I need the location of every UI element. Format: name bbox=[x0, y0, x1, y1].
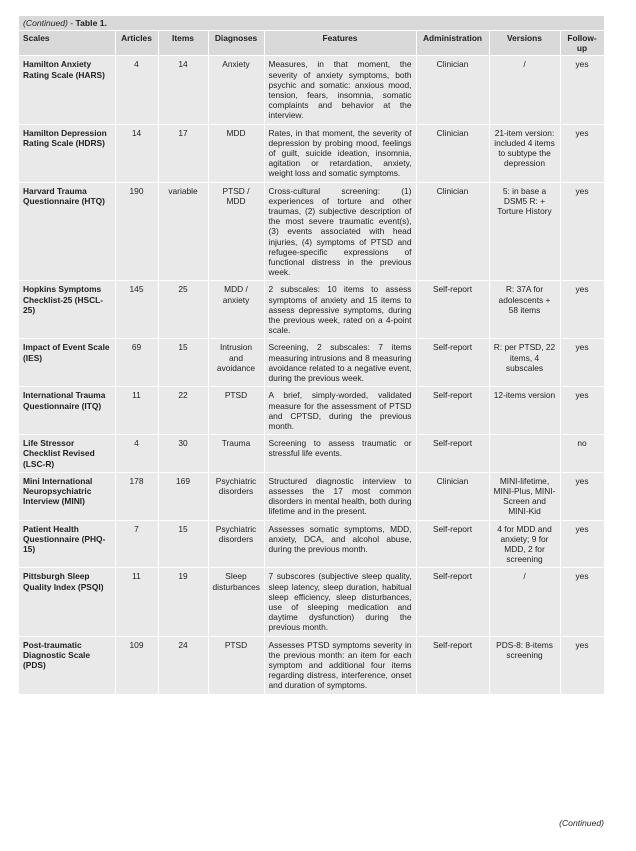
cell-diagnoses: PTSD / MDD bbox=[208, 182, 264, 281]
cell-diagnoses: Intrusion and avoidance bbox=[208, 339, 264, 387]
cell-items: 14 bbox=[158, 56, 208, 124]
caption-continued: (Continued) bbox=[23, 18, 68, 28]
table-row bbox=[19, 387, 604, 435]
cell-followup: yes bbox=[560, 124, 604, 182]
cell-administration: Clinician bbox=[416, 472, 489, 520]
cell-administration: Clinician bbox=[416, 182, 489, 281]
cell-administration: Clinician bbox=[416, 124, 489, 182]
cell-items: 19 bbox=[158, 568, 208, 636]
cell-administration: Self-report bbox=[416, 387, 489, 435]
cell-diagnoses: PTSD bbox=[208, 387, 264, 435]
cell-versions: 21-item version: included 4 items to subtype the depression bbox=[489, 124, 560, 182]
table-row bbox=[19, 124, 604, 182]
cell-features: 7 subscores (subjective sleep quality, sleep latency, sleep duration, habitual sleep efficiency, sleep disturbances, use of sleeping medication and daytime dysfunction) during the previous month. bbox=[264, 568, 416, 636]
cell-articles: 11 bbox=[115, 387, 158, 435]
table-row bbox=[19, 435, 604, 473]
cell-followup: yes bbox=[560, 281, 604, 339]
cell-diagnoses: Anxiety bbox=[208, 56, 264, 124]
cell-followup: yes bbox=[560, 387, 604, 435]
cell-versions: 12-items version bbox=[489, 387, 560, 435]
cell-features: Assesses somatic symptoms, MDD, anxiety, DCA, and alcohol abuse, during the previous month. bbox=[264, 520, 416, 568]
cell-scale: Harvard Trauma Questionnaire (HTQ) bbox=[19, 182, 115, 281]
cell-versions: 4 for MDD and anxiety; 9 for MDD, 2 for screening bbox=[489, 520, 560, 568]
cell-diagnoses: Sleep disturbances bbox=[208, 568, 264, 636]
cell-features: Rates, in that moment, the severity of depression by probing mood, feelings of guilt, suicide ideation, insomnia, agitation or retardation, anxiety, weight loss and somatic symptoms. bbox=[264, 124, 416, 182]
cell-articles: 11 bbox=[115, 568, 158, 636]
page-footer-continued: (Continued) bbox=[559, 818, 604, 828]
cell-articles: 69 bbox=[115, 339, 158, 387]
header-administration: Administration bbox=[416, 31, 489, 56]
cell-followup: yes bbox=[560, 472, 604, 520]
cell-diagnoses: Trauma bbox=[208, 435, 264, 473]
cell-features: Measures, in that moment, the severity of anxiety symptoms, both psychic and somatic: anxious mood, tension, fears, insomnia, somatic complaints and behavior at the interview. bbox=[264, 56, 416, 124]
cell-followup: yes bbox=[560, 568, 604, 636]
table-row bbox=[19, 568, 604, 636]
cell-items: 24 bbox=[158, 636, 208, 694]
cell-scale: Life Stressor Checklist Revised (LSC-R) bbox=[19, 435, 115, 473]
cell-features: Structured diagnostic interview to assesses the 17 most common disorders in mental health, both during lifetime and in the present. bbox=[264, 472, 416, 520]
cell-administration: Self-report bbox=[416, 281, 489, 339]
cell-items: 25 bbox=[158, 281, 208, 339]
table-row bbox=[19, 281, 604, 339]
header-diagnoses: Diagnoses bbox=[208, 31, 264, 56]
cell-features: A brief, simply-worded, validated measure for the assessment of PTSD and CPTSD, during the previous month. bbox=[264, 387, 416, 435]
cell-articles: 4 bbox=[115, 435, 158, 473]
cell-articles: 145 bbox=[115, 281, 158, 339]
cell-versions: 5: in base a DSM5 R: + Torture History bbox=[489, 182, 560, 281]
cell-scale: Pittsburgh Sleep Quality Index (PSQI) bbox=[19, 568, 115, 636]
cell-diagnoses: Psychiatric disorders bbox=[208, 472, 264, 520]
cell-articles: 14 bbox=[115, 124, 158, 182]
cell-features: Screening, 2 subscales: 7 items measuring intrusions and 8 measuring avoidance related to a negative event, during the previous week. bbox=[264, 339, 416, 387]
caption-label: Table 1. bbox=[75, 18, 107, 28]
cell-followup: yes bbox=[560, 520, 604, 568]
cell-items: 15 bbox=[158, 520, 208, 568]
cell-scale: International Trauma Questionnaire (ITQ) bbox=[19, 387, 115, 435]
cell-articles: 178 bbox=[115, 472, 158, 520]
cell-scale: Hamilton Depression Rating Scale (HDRS) bbox=[19, 124, 115, 182]
cell-scale: Mini International Neuropsychiatric Interview (MINI) bbox=[19, 472, 115, 520]
cell-diagnoses: Psychiatric disorders bbox=[208, 520, 264, 568]
cell-followup: yes bbox=[560, 339, 604, 387]
cell-articles: 190 bbox=[115, 182, 158, 281]
cell-scale: Post-traumatic Diagnostic Scale (PDS) bbox=[19, 636, 115, 694]
cell-followup: yes bbox=[560, 636, 604, 694]
cell-scale: Impact of Event Scale (IES) bbox=[19, 339, 115, 387]
cell-diagnoses: MDD / anxiety bbox=[208, 281, 264, 339]
cell-administration: Self-report bbox=[416, 339, 489, 387]
cell-scale: Patient Health Questionnaire (PHQ-15) bbox=[19, 520, 115, 568]
cell-features: Screening to assess traumatic or stressful life events. bbox=[264, 435, 416, 473]
cell-followup: yes bbox=[560, 56, 604, 124]
cell-items: 22 bbox=[158, 387, 208, 435]
cell-administration: Self-report bbox=[416, 568, 489, 636]
cell-articles: 109 bbox=[115, 636, 158, 694]
cell-versions: / bbox=[489, 568, 560, 636]
table-container bbox=[19, 16, 604, 695]
table-row bbox=[19, 520, 604, 568]
table-row bbox=[19, 56, 604, 124]
cell-diagnoses: PTSD bbox=[208, 636, 264, 694]
table-row bbox=[19, 472, 604, 520]
table-row bbox=[19, 636, 604, 694]
cell-versions: R: per PTSD, 22 items, 4 subscales bbox=[489, 339, 560, 387]
cell-scale: Hamilton Anxiety Rating Scale (HARS) bbox=[19, 56, 115, 124]
header-features: Features bbox=[264, 31, 416, 56]
cell-items: variable bbox=[158, 182, 208, 281]
header-versions: Versions bbox=[489, 31, 560, 56]
cell-diagnoses: MDD bbox=[208, 124, 264, 182]
cell-administration: Clinician bbox=[416, 56, 489, 124]
scales-table bbox=[19, 31, 605, 695]
header-scales: Scales bbox=[19, 31, 115, 56]
caption-dash: - bbox=[67, 18, 76, 28]
cell-items: 169 bbox=[158, 472, 208, 520]
cell-versions: MINI-lifetime, MINI-Plus, MINI-Screen and MINI-Kid bbox=[489, 472, 560, 520]
cell-features: Cross-cultural screening: (1) experiences of torture and other traumas, (2) subjective description of the most severe traumatic event(s), (3) events associated with head injuries, (4) symptoms of PTSD and refugee-specific expressions of functional distress in the previous week. bbox=[264, 182, 416, 281]
cell-versions bbox=[489, 435, 560, 473]
header-items: Items bbox=[158, 31, 208, 56]
table-row bbox=[19, 339, 604, 387]
cell-versions: PDS-8: 8-items screening bbox=[489, 636, 560, 694]
cell-features: 2 subscales: 10 items to assess symptoms of anxiety and 15 items to assess depressive symptoms, during the previous week, rated on a 4-point scale. bbox=[264, 281, 416, 339]
cell-items: 30 bbox=[158, 435, 208, 473]
table-row bbox=[19, 182, 604, 281]
cell-administration: Self-report bbox=[416, 636, 489, 694]
cell-articles: 7 bbox=[115, 520, 158, 568]
header-followup: Follow-up bbox=[560, 31, 604, 56]
cell-versions: R: 37A for adolescents + 58 items bbox=[489, 281, 560, 339]
cell-items: 17 bbox=[158, 124, 208, 182]
cell-administration: Self-report bbox=[416, 435, 489, 473]
header-articles: Articles bbox=[115, 31, 158, 56]
cell-versions: / bbox=[489, 56, 560, 124]
cell-followup: yes bbox=[560, 182, 604, 281]
cell-scale: Hopkins Symptoms Checklist-25 (HSCL-25) bbox=[19, 281, 115, 339]
header-row bbox=[19, 31, 604, 56]
cell-articles: 4 bbox=[115, 56, 158, 124]
cell-administration: Self-report bbox=[416, 520, 489, 568]
cell-features: Assesses PTSD symptoms severity in the previous month: an item for each symptom and additional four items regarding distress, interference, onset and duration of symptoms. bbox=[264, 636, 416, 694]
cell-items: 15 bbox=[158, 339, 208, 387]
table-caption bbox=[19, 16, 604, 31]
cell-followup: no bbox=[560, 435, 604, 473]
